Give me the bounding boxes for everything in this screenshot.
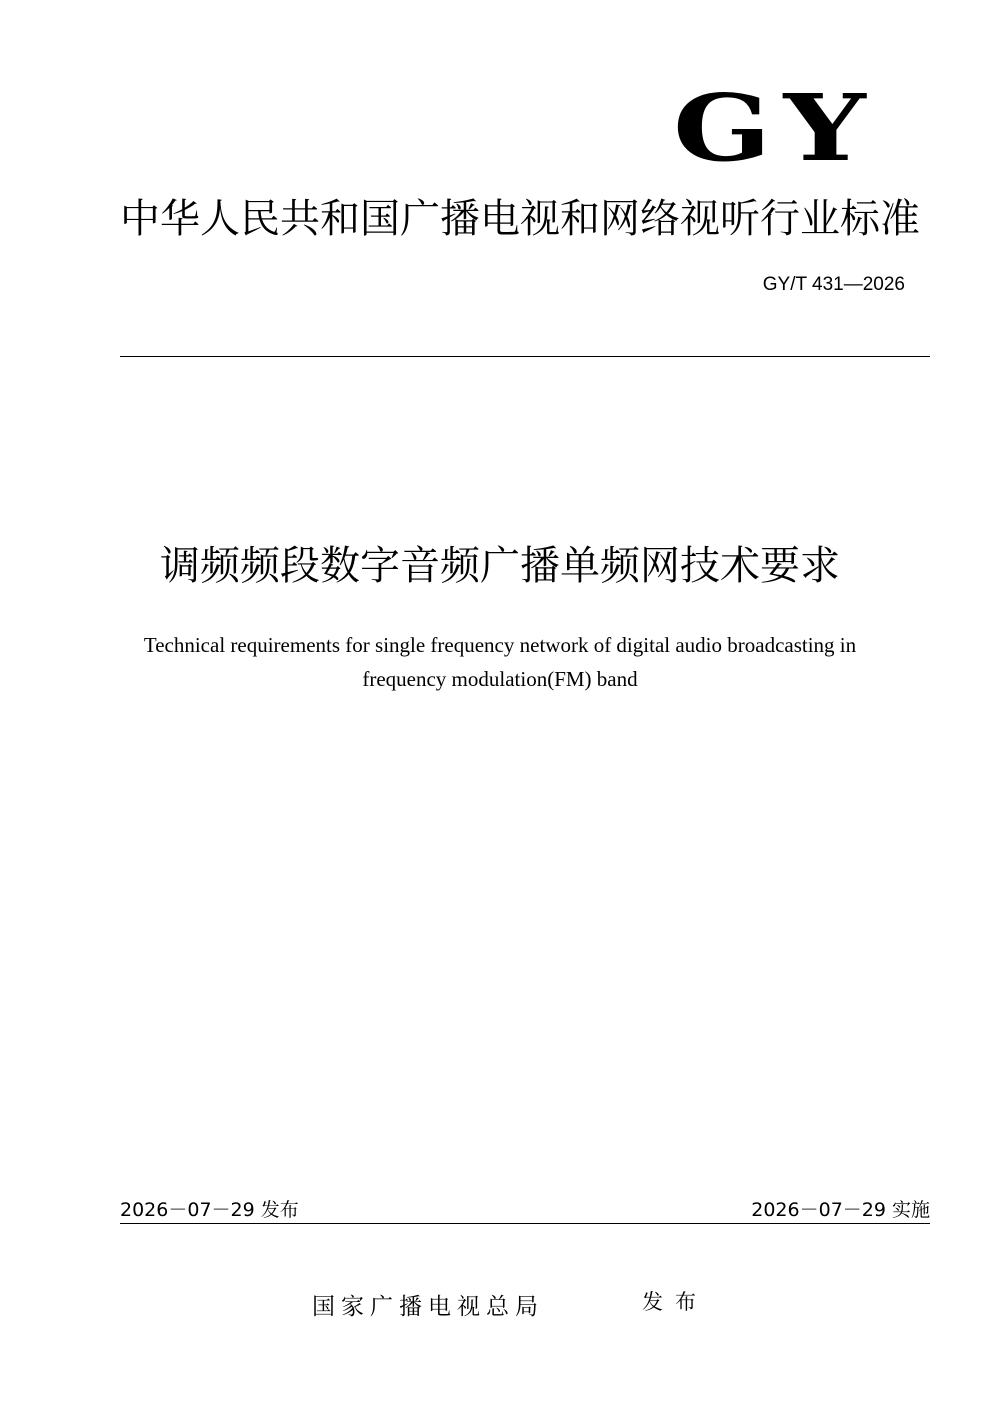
document-title-chinese: 调频频段数字音频广播单频网技术要求 [160, 543, 840, 589]
bottom-divider [120, 1223, 930, 1224]
standard-category-title: 中华人民共和国广播电视和网络视听行业标准 [120, 196, 920, 242]
release-date: 2026－07－29 发布 [120, 1199, 299, 1221]
implementation-date: 2026－07－29 实施 [751, 1199, 930, 1221]
top-divider [120, 356, 930, 357]
publish-label: 发布 [642, 1290, 708, 1314]
date-row [120, 1197, 930, 1225]
gy-logo: GY [672, 74, 878, 182]
document-title-english [80, 628, 920, 696]
english-title-line-1: Technical requirements for single frequency network of digital audio broadcasting in [143, 633, 857, 657]
publisher-name: 国家广播电视总局 [312, 1294, 544, 1320]
english-title-line-2: frequency modulation(FM) band [362, 667, 638, 691]
standard-code: GY/T 431—2026 [762, 274, 905, 295]
